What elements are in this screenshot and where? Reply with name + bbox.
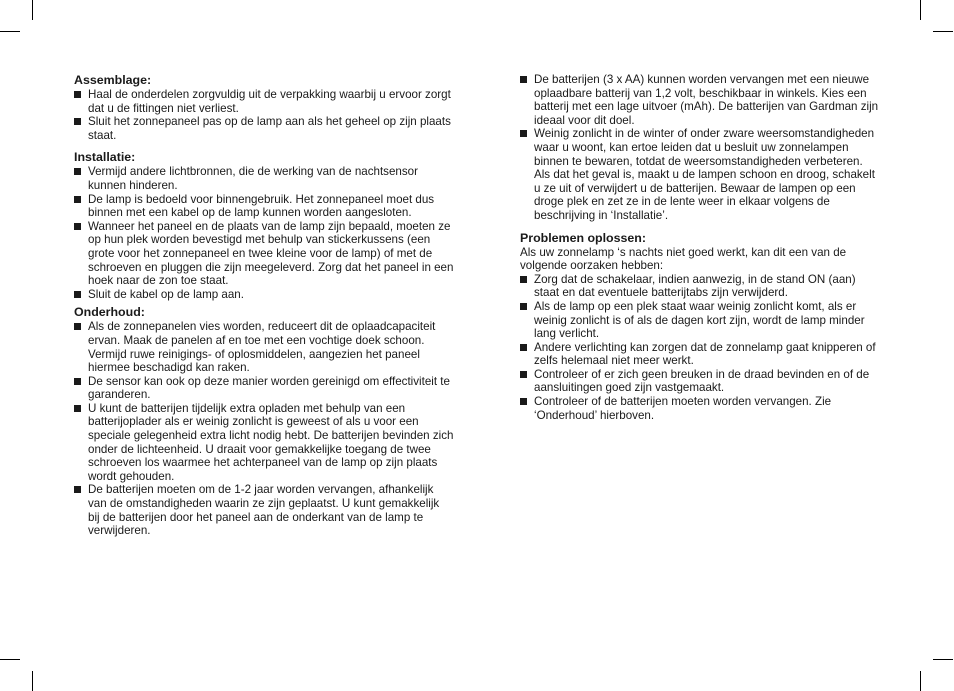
section-heading: Assemblage: — [74, 73, 152, 87]
list-item: De lamp is bedoeld voor binnengebruik. Het zonnepaneel moet dus binnen met een kabel op de lamp kunnen worden aangesloten. — [74, 193, 454, 220]
bullet-list — [520, 73, 880, 223]
list-item: De batterijen (3 x AA) kunnen worden vervangen met een nieuwe oplaadbare batterij van 1,2 volt, beschikbaar in winkels. Kies een batterij met een lage uitvoer (mAh). De batterijen van Gardman zijn ideaal voor dit doel. — [520, 73, 880, 127]
bullet-list — [520, 273, 880, 423]
list-item: Controleer of de batterijen moeten worden vervangen. Zie ‘Onderhoud’ hierboven. — [520, 395, 880, 422]
list-item: Weinig zonlicht in de winter of onder zware weersomstandigheden waar u woont, kan ertoe leiden dat u besluit uw zonnelampen binnen te bewaren, totdat de weersomstandigheden verbeteren. Als dat het geval is, maakt u de lampen schoon en droog, schakelt u ze uit of verwijdert u de batterijen. Bewaar de lampen op een droge plek en zet ze in de lente weer in elkaar volgens de beschrijving in ‘Installatie’. — [520, 127, 880, 222]
section-onderhoud — [74, 305, 454, 538]
list-item: De sensor kan ook op deze manier worden gereinigd om effectiviteit te garanderen. — [74, 375, 454, 402]
section-problemen-oplossen — [520, 231, 880, 423]
list-item: Vermijd andere lichtbronnen, die de werking van de nachtsensor kunnen hinderen. — [74, 165, 454, 192]
list-item: Zorg dat de schakelaar, indien aanwezig, in de stand ON (aan) staat en dat eventuele batterijtabs zijn verwijderd. — [520, 273, 880, 300]
section-intro: Als uw zonnelamp ‘s nachts niet goed werkt, kan dit een van de volgende oorzaken hebben: — [520, 245, 847, 273]
list-item: Wanneer het paneel en de plaats van de lamp zijn bepaald, moeten ze op hun plek worden bevestigd met behulp van stickerkussens (een grote voor het zonnepaneel en twee kleine voor de lamp) of met de schroeven en pluggen die zijn meegeleverd. Zorg dat het paneel in een hoek naar de zon toe staat. — [74, 220, 454, 288]
section-installatie — [74, 150, 454, 301]
section-onderhoud-continued — [520, 73, 880, 223]
section-heading: Onderhoud: — [74, 305, 145, 320]
right-column — [520, 73, 880, 430]
list-item: Haal de onderdelen zorgvuldig uit de verpakking waarbij u ervoor zorgt dat u de fittingen niet verliest. — [74, 88, 454, 115]
bullet-list — [74, 320, 454, 538]
crop-mark-bottom-left-horizontal — [0, 659, 20, 660]
crop-mark-bottom-right-horizontal — [933, 659, 953, 660]
bullet-list — [74, 165, 454, 301]
list-item: Sluit de kabel op de lamp aan. — [74, 288, 454, 302]
crop-mark-top-right-vertical — [920, 0, 921, 20]
crop-mark-bottom-right-vertical — [920, 671, 921, 691]
bullet-list — [74, 88, 454, 142]
section-heading: Installatie: — [74, 150, 136, 165]
crop-mark-bottom-left-vertical — [32, 671, 33, 691]
list-item: Als de zonnepanelen vies worden, reduceert dit de oplaadcapaciteit ervan. Maak de panelen af en toe met een vochtige doek schoon. Vermijd ruwe reinigings- of oplosmiddelen, aangezien het paneel hiermee beschadigd kan raken. — [74, 320, 454, 374]
list-item: U kunt de batterijen tijdelijk extra opladen met behulp van een batterijoplader als er weinig zonlicht is geweest of als u voor een speciale gelegenheid extra licht nodig hebt. De batterijen bevinden zich onder de lichteenheid. U draait voor gemakkelijke toegang de twee schroeven los waarmee het achterpaneel van de lamp op zijn plaats wordt gehouden. — [74, 402, 454, 484]
list-item: De batterijen moeten om de 1-2 jaar worden vervangen, afhankelijk van de omstandigheden waarin ze zijn geplaatst. U kunt gemakkelijk bij de batterijen door het paneel aan de onderkant van de lamp te verwijderen. — [74, 483, 454, 537]
left-column — [74, 73, 454, 546]
section-assemblage — [74, 73, 454, 142]
section-heading: Problemen oplossen: — [520, 230, 646, 245]
crop-mark-top-left-horizontal — [0, 31, 20, 32]
list-item: Andere verlichting kan zorgen dat de zonnelamp gaat knipperen of zelfs helemaal niet meer werkt. — [520, 341, 880, 368]
crop-mark-top-right-horizontal — [933, 31, 953, 32]
list-item: Sluit het zonnepaneel pas op de lamp aan als het geheel op zijn plaats staat. — [74, 115, 454, 142]
crop-mark-top-left-vertical — [32, 0, 33, 20]
list-item: Controleer of er zich geen breuken in de draad bevinden en of de aansluitingen goed zijn vastgemaakt. — [520, 368, 880, 395]
list-item: Als de lamp op een plek staat waar weinig zonlicht komt, als er weinig zonlicht is of als de dagen kort zijn, wordt de lamp minder lang verlicht. — [520, 300, 880, 341]
